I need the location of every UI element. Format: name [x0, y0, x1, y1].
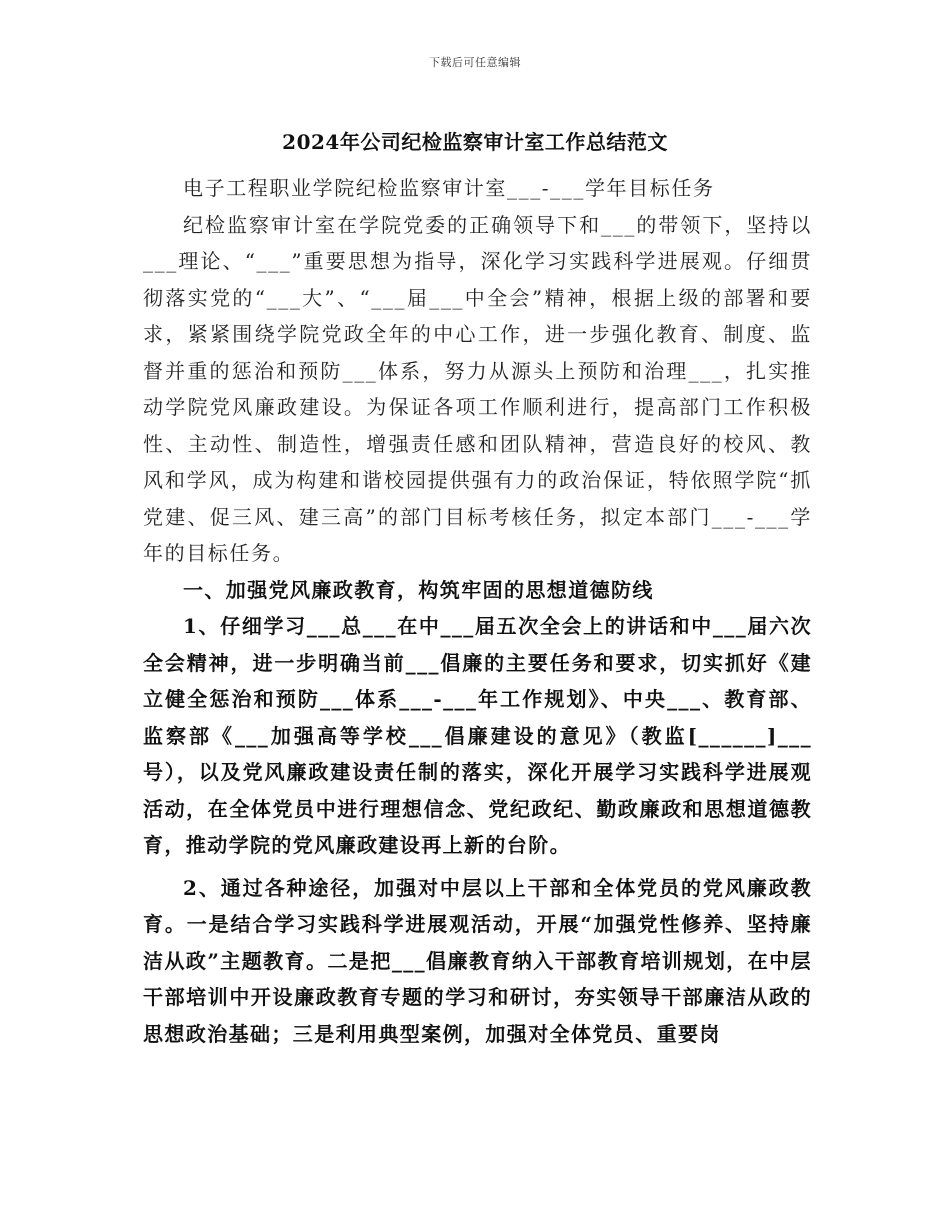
paragraph-subtitle: 电子工程职业学院纪检监察审计室___-___学年目标任务	[183, 176, 715, 200]
page-header-note: 下载后可任意编辑	[429, 56, 521, 69]
paragraph-item-1: 1、仔细学习___总___在中___届五次全会上的讲话和中___届六次全会精神，进一步明确当前___倡廉的主要任务和要求，切实抓好《建立健全惩治和预防___体系___-___年工作规划》、中央___、教育部、监察部《___加强高等学校___倡廉建设的意见》（教监[______]___号），以及党风廉政建设责任制的落实，深化开展学习实践科学进展观活动，在全体党员中进行理想信念、党纪政纪、勤政廉政和思想道德教育，推动学院的党风廉政建设再上新的台阶。	[143, 614, 812, 857]
document-body	[143, 170, 812, 1052]
paragraph-item-2: 2、通过各种途径，加强对中层以上干部和全体党员的党风廉政教育。一是结合学习实践科学进展观活动，开展“加强党性修养、坚持廉洁从政”主题教育。二是把___倡廉教育纳入干部教育培训规划，在中层干部培训中开设廉政教育专题的学习和研讨，夯实领导干部廉洁从政的思想政治基础；三是利用典型案例，加强对全体党员、重要岗	[143, 875, 812, 1046]
document-title: 2024年公司纪检监察审计室工作总结范文	[282, 130, 668, 154]
section-heading-1: 一、加强党风廉政教育，构筑牢固的思想道德防线	[183, 577, 654, 602]
paragraph-intro: 纪检监察审计室在学院党委的正确领导下和___的带领下，坚持以___理论、“___”重要思想为指导，深化学习实践科学进展观。仔细贯彻落实党的“___大”、“___届___中全会”精神，根据上级的部署和要求，紧紧围绕学院党政全年的中心工作，进一步强化教育、制度、监督并重的惩治和预防___体系，努力从源头上预防和治理___，扎实推动学院党风廉政建设。为保证各项工作顺利进行，提高部门工作积极性、主动性、制造性，增强责任感和团队精神，营造良好的校风、教风和学风，成为构建和谐校园提供强有力的政治保证，特依照学院“抓党建、促三风、建三高”的部门目标考核任务，拟定本部门___-___学年的目标任务。	[143, 212, 812, 565]
